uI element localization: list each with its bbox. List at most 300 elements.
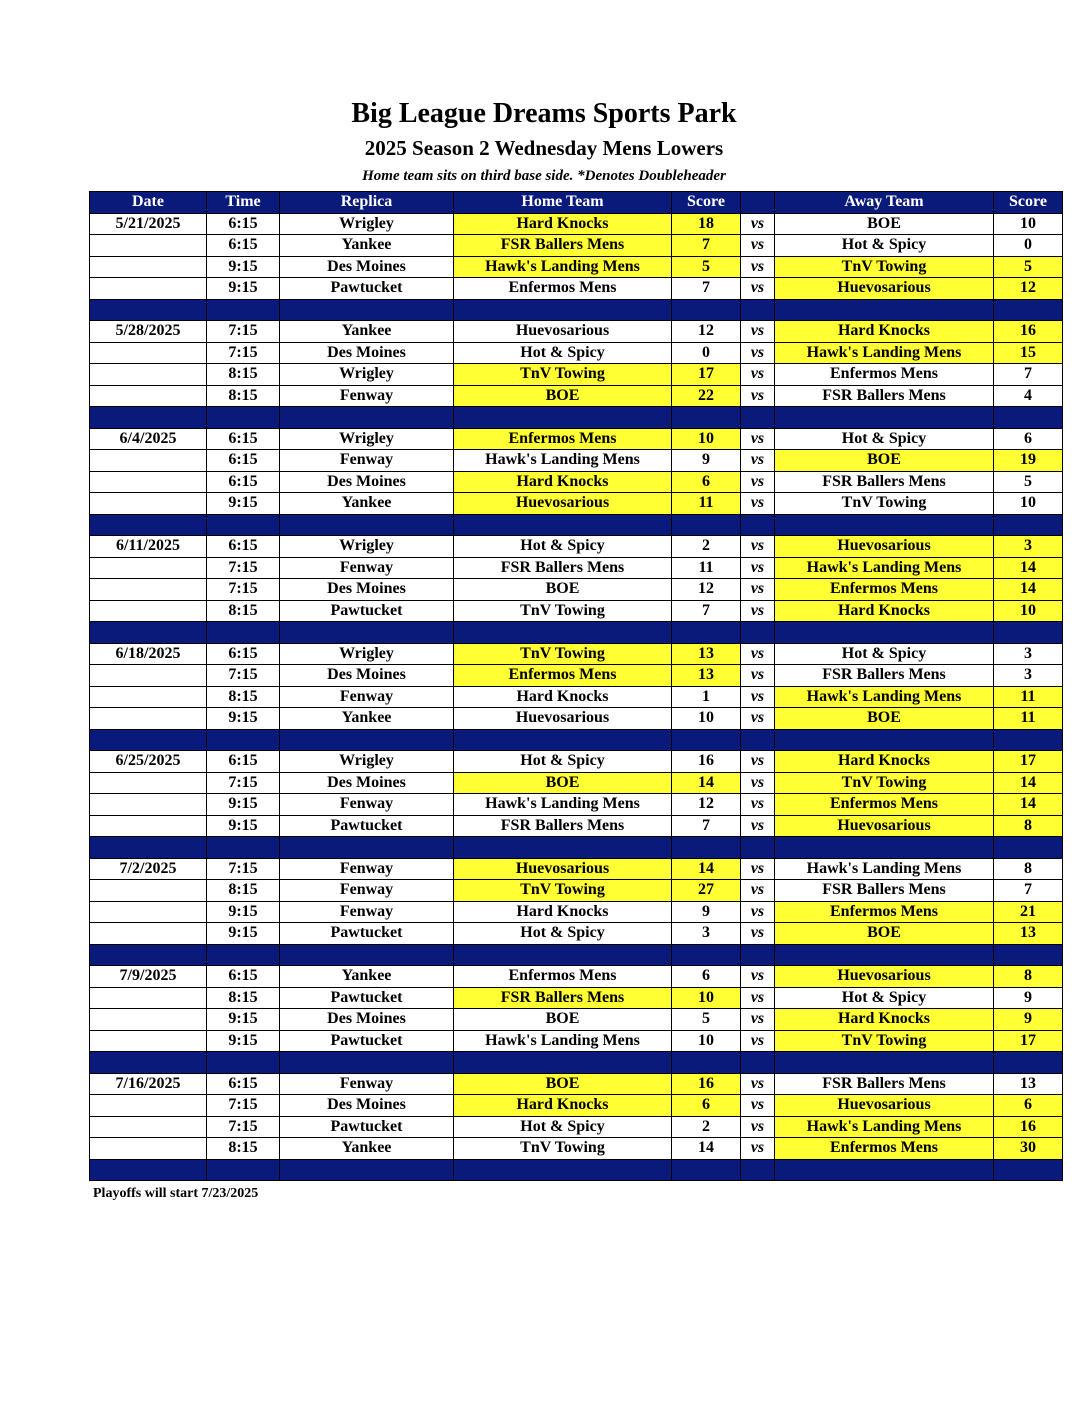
home-score: 6 (672, 1095, 741, 1117)
away-team: BOE (775, 213, 994, 235)
game-field: Pawtucket (280, 987, 454, 1009)
vs-label: vs (741, 278, 775, 300)
away-team: Enfermos Mens (775, 364, 994, 386)
table-row (90, 858, 1063, 880)
home-team: Hard Knocks (454, 686, 672, 708)
separator-cell (280, 622, 454, 644)
table-row (90, 557, 1063, 579)
week-separator-row (90, 622, 1063, 644)
game-time: 9:15 (207, 923, 280, 945)
game-date (90, 708, 207, 730)
home-score: 14 (672, 1138, 741, 1160)
table-row (90, 235, 1063, 257)
away-score: 0 (994, 235, 1063, 257)
game-field: Yankee (280, 235, 454, 257)
game-time: 7:15 (207, 858, 280, 880)
game-time: 7:15 (207, 342, 280, 364)
away-team: Huevosarious (775, 966, 994, 988)
game-field: Fenway (280, 686, 454, 708)
home-team: BOE (454, 385, 672, 407)
game-date (90, 235, 207, 257)
separator-cell (280, 1159, 454, 1181)
away-score: 8 (994, 815, 1063, 837)
separator-cell (775, 299, 994, 321)
game-field: Yankee (280, 321, 454, 343)
separator-cell (454, 299, 672, 321)
week-separator-row (90, 407, 1063, 429)
separator-cell (672, 299, 741, 321)
separator-cell (207, 729, 280, 751)
away-score: 11 (994, 708, 1063, 730)
game-date (90, 471, 207, 493)
vs-label: vs (741, 858, 775, 880)
separator-cell (454, 407, 672, 429)
separator-cell (454, 622, 672, 644)
away-team: Enfermos Mens (775, 579, 994, 601)
separator-cell (454, 514, 672, 536)
vs-label: vs (741, 385, 775, 407)
separator-cell (741, 944, 775, 966)
table-row (90, 471, 1063, 493)
home-team: Enfermos Mens (454, 278, 672, 300)
separator-cell (672, 729, 741, 751)
game-date (90, 579, 207, 601)
game-field: Fenway (280, 557, 454, 579)
home-team: Hawk's Landing Mens (454, 794, 672, 816)
game-date: 7/2/2025 (90, 858, 207, 880)
vs-label: vs (741, 815, 775, 837)
away-team: Hawk's Landing Mens (775, 1116, 994, 1138)
vs-label: vs (741, 1073, 775, 1095)
home-score: 6 (672, 966, 741, 988)
home-score: 5 (672, 1009, 741, 1031)
separator-cell (994, 514, 1063, 536)
game-date: 7/16/2025 (90, 1073, 207, 1095)
game-time: 7:15 (207, 1116, 280, 1138)
header-time: Time (207, 192, 280, 214)
separator-cell (775, 622, 994, 644)
away-team: Huevosarious (775, 536, 994, 558)
separator-cell (90, 837, 207, 859)
game-date (90, 600, 207, 622)
away-team: Hawk's Landing Mens (775, 858, 994, 880)
game-field: Pawtucket (280, 815, 454, 837)
home-score: 10 (672, 708, 741, 730)
away-team: Enfermos Mens (775, 794, 994, 816)
separator-cell (741, 514, 775, 536)
home-team: TnV Towing (454, 1138, 672, 1160)
game-field: Des Moines (280, 1095, 454, 1117)
game-date (90, 450, 207, 472)
separator-cell (90, 729, 207, 751)
away-team: Huevosarious (775, 1095, 994, 1117)
game-time: 9:15 (207, 901, 280, 923)
header-away-team: Away Team (775, 192, 994, 214)
game-time: 7:15 (207, 557, 280, 579)
separator-cell (207, 1052, 280, 1074)
vs-label: vs (741, 880, 775, 902)
game-time: 7:15 (207, 321, 280, 343)
page-subtitle: 2025 Season 2 Wednesday Mens Lowers (364, 136, 724, 160)
home-team: TnV Towing (454, 880, 672, 902)
week-separator-row (90, 944, 1063, 966)
home-team: Huevosarious (454, 493, 672, 515)
game-field: Wrigley (280, 751, 454, 773)
home-team: TnV Towing (454, 643, 672, 665)
game-time: 6:15 (207, 1073, 280, 1095)
separator-cell (207, 837, 280, 859)
game-field: Des Moines (280, 1009, 454, 1031)
home-score: 7 (672, 235, 741, 257)
game-time: 7:15 (207, 665, 280, 687)
home-team: TnV Towing (454, 364, 672, 386)
vs-label: vs (741, 536, 775, 558)
game-time: 6:15 (207, 471, 280, 493)
away-team: TnV Towing (775, 1030, 994, 1052)
separator-cell (775, 944, 994, 966)
separator-cell (741, 729, 775, 751)
home-score: 3 (672, 923, 741, 945)
game-time: 8:15 (207, 1138, 280, 1160)
game-time: 9:15 (207, 794, 280, 816)
home-team: Hot & Spicy (454, 536, 672, 558)
vs-label: vs (741, 987, 775, 1009)
home-team: FSR Ballers Mens (454, 557, 672, 579)
vs-label: vs (741, 450, 775, 472)
game-time: 8:15 (207, 686, 280, 708)
game-date: 7/9/2025 (90, 966, 207, 988)
away-team: BOE (775, 923, 994, 945)
vs-label: vs (741, 342, 775, 364)
game-time: 7:15 (207, 579, 280, 601)
game-date (90, 815, 207, 837)
home-score: 27 (672, 880, 741, 902)
game-date: 6/25/2025 (90, 751, 207, 773)
away-score: 10 (994, 600, 1063, 622)
separator-cell (207, 944, 280, 966)
game-time: 7:15 (207, 772, 280, 794)
home-score: 22 (672, 385, 741, 407)
separator-cell (672, 407, 741, 429)
away-team: Hard Knocks (775, 751, 994, 773)
home-team: FSR Ballers Mens (454, 235, 672, 257)
header-home-score: Score (672, 192, 741, 214)
game-date (90, 665, 207, 687)
game-time: 6:15 (207, 213, 280, 235)
vs-label: vs (741, 493, 775, 515)
game-field: Des Moines (280, 471, 454, 493)
vs-label: vs (741, 600, 775, 622)
game-date (90, 1030, 207, 1052)
game-time: 9:15 (207, 815, 280, 837)
separator-cell (280, 729, 454, 751)
separator-cell (90, 299, 207, 321)
home-score: 11 (672, 493, 741, 515)
game-date: 6/4/2025 (90, 428, 207, 450)
home-score: 2 (672, 1116, 741, 1138)
away-score: 3 (994, 643, 1063, 665)
schedule-note: Home team sits on third base side. *Denotes Doubleheader (362, 168, 726, 184)
away-score: 12 (994, 278, 1063, 300)
week-separator-row (90, 299, 1063, 321)
home-score: 13 (672, 665, 741, 687)
game-field: Yankee (280, 966, 454, 988)
game-date (90, 880, 207, 902)
home-team: Enfermos Mens (454, 665, 672, 687)
separator-cell (994, 837, 1063, 859)
away-score: 16 (994, 321, 1063, 343)
header-date: Date (90, 192, 207, 214)
home-score: 10 (672, 428, 741, 450)
separator-cell (672, 514, 741, 536)
game-date (90, 686, 207, 708)
away-score: 19 (994, 450, 1063, 472)
vs-label: vs (741, 901, 775, 923)
table-row (90, 880, 1063, 902)
away-team: TnV Towing (775, 772, 994, 794)
table-row (90, 256, 1063, 278)
separator-cell (280, 407, 454, 429)
game-time: 9:15 (207, 256, 280, 278)
game-date (90, 342, 207, 364)
game-time: 6:15 (207, 235, 280, 257)
table-row (90, 600, 1063, 622)
home-team: BOE (454, 1009, 672, 1031)
game-field: Des Moines (280, 342, 454, 364)
vs-label: vs (741, 1030, 775, 1052)
table-row (90, 708, 1063, 730)
away-score: 6 (994, 428, 1063, 450)
away-score: 15 (994, 342, 1063, 364)
away-team: BOE (775, 450, 994, 472)
table-header-row (90, 192, 1063, 214)
table-row (90, 815, 1063, 837)
table-row (90, 364, 1063, 386)
game-field: Wrigley (280, 213, 454, 235)
vs-label: vs (741, 751, 775, 773)
separator-cell (280, 514, 454, 536)
header-vs (741, 192, 775, 214)
game-time: 8:15 (207, 880, 280, 902)
game-time: 6:15 (207, 966, 280, 988)
vs-label: vs (741, 321, 775, 343)
away-score: 21 (994, 901, 1063, 923)
vs-label: vs (741, 256, 775, 278)
game-time: 9:15 (207, 1030, 280, 1052)
game-date (90, 364, 207, 386)
separator-cell (672, 1159, 741, 1181)
vs-label: vs (741, 471, 775, 493)
game-date (90, 901, 207, 923)
game-time: 6:15 (207, 428, 280, 450)
vs-label: vs (741, 235, 775, 257)
table-row (90, 1030, 1063, 1052)
away-score: 17 (994, 751, 1063, 773)
separator-cell (775, 1052, 994, 1074)
game-date (90, 256, 207, 278)
game-date (90, 1138, 207, 1160)
game-field: Fenway (280, 450, 454, 472)
table-row (90, 1095, 1063, 1117)
separator-cell (207, 1159, 280, 1181)
table-row (90, 278, 1063, 300)
separator-cell (280, 299, 454, 321)
away-score: 17 (994, 1030, 1063, 1052)
home-team: Huevosarious (454, 321, 672, 343)
table-row (90, 665, 1063, 687)
home-score: 10 (672, 1030, 741, 1052)
home-score: 2 (672, 536, 741, 558)
separator-cell (672, 944, 741, 966)
week-separator-row (90, 514, 1063, 536)
away-score: 3 (994, 665, 1063, 687)
away-team: TnV Towing (775, 256, 994, 278)
game-field: Wrigley (280, 428, 454, 450)
away-team: Hot & Spicy (775, 235, 994, 257)
separator-cell (775, 1159, 994, 1181)
separator-cell (994, 944, 1063, 966)
game-time: 8:15 (207, 600, 280, 622)
home-score: 7 (672, 600, 741, 622)
separator-cell (454, 1052, 672, 1074)
vs-label: vs (741, 213, 775, 235)
game-date (90, 772, 207, 794)
separator-cell (741, 407, 775, 429)
home-score: 18 (672, 213, 741, 235)
game-time: 9:15 (207, 1009, 280, 1031)
table-row (90, 751, 1063, 773)
away-score: 10 (994, 213, 1063, 235)
table-row (90, 923, 1063, 945)
away-score: 9 (994, 1009, 1063, 1031)
separator-cell (994, 729, 1063, 751)
home-score: 14 (672, 772, 741, 794)
separator-cell (90, 514, 207, 536)
home-score: 7 (672, 815, 741, 837)
separator-cell (775, 514, 994, 536)
game-date (90, 1009, 207, 1031)
game-field: Fenway (280, 1073, 454, 1095)
vs-label: vs (741, 966, 775, 988)
home-team: FSR Ballers Mens (454, 987, 672, 1009)
home-score: 12 (672, 794, 741, 816)
home-score: 7 (672, 278, 741, 300)
week-separator-row (90, 1052, 1063, 1074)
week-separator-row (90, 729, 1063, 751)
away-team: Enfermos Mens (775, 1138, 994, 1160)
vs-label: vs (741, 1095, 775, 1117)
separator-cell (672, 837, 741, 859)
away-score: 30 (994, 1138, 1063, 1160)
game-time: 7:15 (207, 1095, 280, 1117)
away-team: TnV Towing (775, 493, 994, 515)
game-date (90, 493, 207, 515)
home-team: Hawk's Landing Mens (454, 450, 672, 472)
separator-cell (207, 622, 280, 644)
home-team: TnV Towing (454, 600, 672, 622)
game-field: Des Moines (280, 579, 454, 601)
table-row (90, 342, 1063, 364)
game-date (90, 923, 207, 945)
game-date (90, 1095, 207, 1117)
separator-cell (994, 622, 1063, 644)
separator-cell (90, 407, 207, 429)
header-home-team: Home Team (454, 192, 672, 214)
home-team: Enfermos Mens (454, 966, 672, 988)
table-row (90, 686, 1063, 708)
away-team: Huevosarious (775, 278, 994, 300)
separator-cell (994, 1159, 1063, 1181)
table-row (90, 794, 1063, 816)
game-field: Wrigley (280, 364, 454, 386)
separator-cell (741, 622, 775, 644)
game-field: Yankee (280, 708, 454, 730)
game-date: 5/21/2025 (90, 213, 207, 235)
home-score: 12 (672, 321, 741, 343)
page-title: Big League Dreams Sports Park (351, 98, 737, 129)
away-score: 13 (994, 1073, 1063, 1095)
home-score: 16 (672, 1073, 741, 1095)
vs-label: vs (741, 686, 775, 708)
home-team: Huevosarious (454, 708, 672, 730)
separator-cell (775, 407, 994, 429)
game-field: Pawtucket (280, 1116, 454, 1138)
home-score: 16 (672, 751, 741, 773)
home-team: BOE (454, 1073, 672, 1095)
table-row (90, 987, 1063, 1009)
game-time: 6:15 (207, 643, 280, 665)
away-team: BOE (775, 708, 994, 730)
game-time: 8:15 (207, 364, 280, 386)
separator-cell (207, 514, 280, 536)
vs-label: vs (741, 364, 775, 386)
separator-cell (90, 944, 207, 966)
vs-label: vs (741, 923, 775, 945)
home-score: 12 (672, 579, 741, 601)
table-row (90, 536, 1063, 558)
away-score: 13 (994, 923, 1063, 945)
home-team: Hard Knocks (454, 901, 672, 923)
away-team: FSR Ballers Mens (775, 385, 994, 407)
vs-label: vs (741, 557, 775, 579)
away-team: Hard Knocks (775, 600, 994, 622)
home-team: FSR Ballers Mens (454, 815, 672, 837)
separator-cell (454, 729, 672, 751)
table-row (90, 450, 1063, 472)
separator-cell (741, 1159, 775, 1181)
separator-cell (454, 837, 672, 859)
game-time: 9:15 (207, 278, 280, 300)
home-team: Hot & Spicy (454, 751, 672, 773)
away-score: 8 (994, 858, 1063, 880)
away-team: Hawk's Landing Mens (775, 557, 994, 579)
game-field: Des Moines (280, 256, 454, 278)
away-score: 5 (994, 256, 1063, 278)
game-date (90, 557, 207, 579)
separator-cell (672, 622, 741, 644)
separator-cell (672, 1052, 741, 1074)
game-time: 9:15 (207, 708, 280, 730)
separator-cell (994, 299, 1063, 321)
away-team: Hot & Spicy (775, 643, 994, 665)
header-away-score: Score (994, 192, 1063, 214)
away-score: 11 (994, 686, 1063, 708)
game-field: Pawtucket (280, 600, 454, 622)
game-date (90, 794, 207, 816)
separator-cell (280, 944, 454, 966)
away-team: Hot & Spicy (775, 987, 994, 1009)
home-team: Hot & Spicy (454, 1116, 672, 1138)
